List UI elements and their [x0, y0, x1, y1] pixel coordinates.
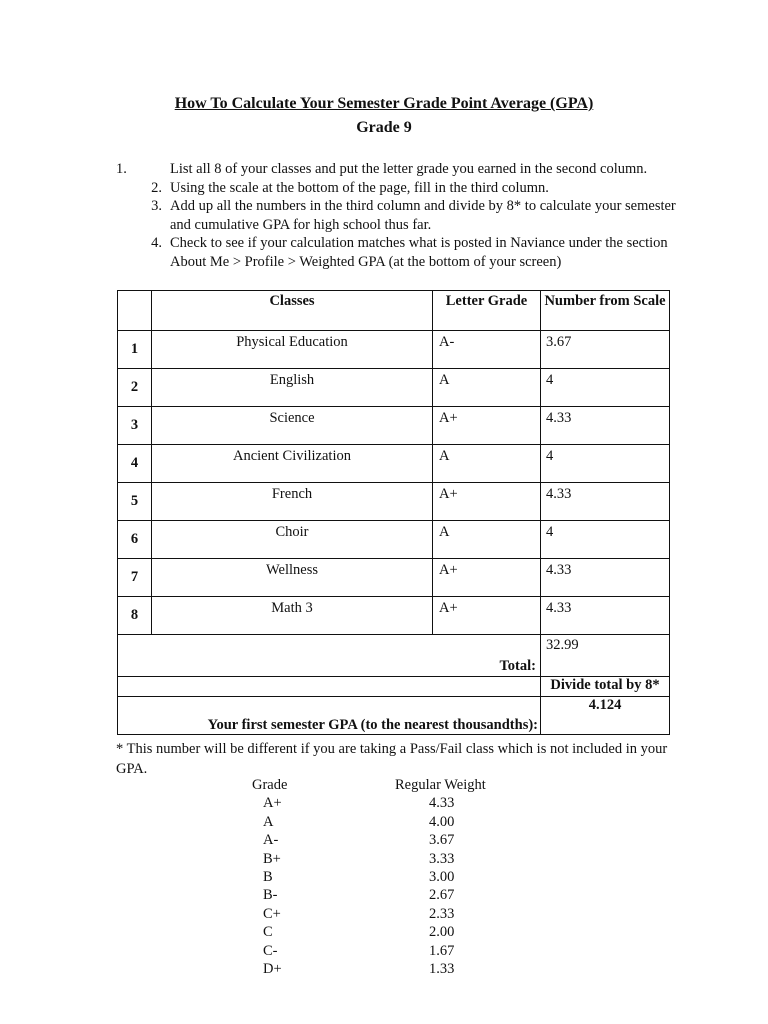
- instruction-item: [114, 197, 694, 234]
- class-name: Physical Education: [152, 331, 433, 369]
- table-row: [118, 521, 670, 559]
- scale-number: 4: [541, 445, 670, 483]
- total-label: Total:: [118, 635, 541, 677]
- letter-grade: A+: [433, 483, 541, 521]
- class-name: English: [152, 369, 433, 407]
- letter-grade: A+: [433, 407, 541, 445]
- scale-weight: 2.67: [429, 887, 455, 904]
- class-name: Choir: [152, 521, 433, 559]
- letter-grade: A-: [433, 331, 541, 369]
- row-number: 3: [118, 407, 152, 445]
- row-number: 1: [118, 331, 152, 369]
- scale-number: 4: [541, 521, 670, 559]
- table-row: [118, 597, 670, 635]
- header-classes: Classes: [152, 291, 433, 331]
- instruction-text: Add up all the numbers in the third column and divide by 8* to calculate your semester and cumulative GPA for high school thus far.: [170, 198, 676, 233]
- page-title: How To Calculate Your Semester Grade Point Average (GPA): [174, 95, 594, 112]
- instruction-text: Using the scale at the bottom of the page, fill in the third column.: [170, 179, 549, 196]
- gpa-label: Your first semester GPA (to the nearest thousandths):: [118, 697, 541, 735]
- instruction-number: 1.: [116, 161, 127, 177]
- scale-grade: B+: [263, 850, 281, 867]
- letter-grade: A+: [433, 597, 541, 635]
- page-subtitle: Grade 9: [356, 119, 412, 136]
- scale-weight: 1.33: [429, 961, 455, 978]
- scale-number: 4.33: [541, 407, 670, 445]
- table-row: [118, 483, 670, 521]
- table-row: [118, 369, 670, 407]
- gpa-table: [117, 290, 670, 735]
- scale-grade-header: Grade: [252, 777, 288, 793]
- table-row: [118, 559, 670, 597]
- scale-weight: 4.33: [429, 795, 455, 812]
- scale-grade: B-: [263, 887, 278, 904]
- instruction-number: 2.: [151, 179, 162, 196]
- instruction-text: Check to see if your calculation matches what is posted in Naviance under the section About Me > Profile > Weighted GPA (at the bottom of your screen): [170, 235, 668, 270]
- divide-label: Divide total by 8*: [541, 677, 670, 697]
- instructions-list: [114, 160, 694, 271]
- scale-number: 4.33: [541, 597, 670, 635]
- total-value: 32.99: [541, 635, 670, 677]
- gpa-row: [118, 697, 670, 735]
- gpa-value: 4.124: [541, 697, 670, 735]
- scale-weight: 2.33: [429, 905, 455, 922]
- row-number: 2: [118, 369, 152, 407]
- header-number-from-scale: Number from Scale: [541, 291, 670, 331]
- scale-number: 4.33: [541, 483, 670, 521]
- footnote: * This number will be different if you are taking a Pass/Fail class which is not included in your GPA.: [116, 741, 668, 777]
- scale-grade: C+: [263, 905, 281, 922]
- scale-grade: D+: [263, 961, 282, 978]
- class-name: Wellness: [152, 559, 433, 597]
- scale-weight-header: Regular Weight: [395, 777, 486, 793]
- table-row: [118, 331, 670, 369]
- scale-grade: C: [263, 924, 273, 941]
- row-number: 6: [118, 521, 152, 559]
- scale-number: 3.67: [541, 331, 670, 369]
- scale-grade: B: [263, 869, 273, 886]
- instruction-item: [114, 179, 694, 198]
- letter-grade: A: [433, 445, 541, 483]
- instruction-text: List all 8 of your classes and put the letter grade you earned in the second column.: [170, 161, 648, 177]
- header-letter-grade: Letter Grade: [433, 291, 541, 331]
- letter-grade: A: [433, 521, 541, 559]
- scale-number: 4.33: [541, 559, 670, 597]
- letter-grade: A: [433, 369, 541, 407]
- class-name: French: [152, 483, 433, 521]
- table-row: [118, 407, 670, 445]
- scale-grade: C-: [263, 942, 278, 959]
- table-header-row: [118, 291, 670, 331]
- scale-weight: 2.00: [429, 924, 455, 941]
- scale-weight: 1.67: [429, 942, 455, 959]
- class-name: Science: [152, 407, 433, 445]
- row-number: 5: [118, 483, 152, 521]
- class-name: Math 3: [152, 597, 433, 635]
- scale-number: 4: [541, 369, 670, 407]
- row-number: 4: [118, 445, 152, 483]
- table-row: [118, 445, 670, 483]
- scale-weight: 4.00: [429, 813, 455, 830]
- row-number: 7: [118, 559, 152, 597]
- instruction-number: 3.: [151, 198, 162, 214]
- scale-grade: A+: [263, 795, 282, 812]
- letter-grade: A+: [433, 559, 541, 597]
- divide-row: [118, 677, 670, 697]
- scale-weight: 3.00: [429, 869, 455, 886]
- class-name: Ancient Civilization: [152, 445, 433, 483]
- scale-grade: A: [263, 813, 274, 830]
- scale-weight: 3.33: [429, 850, 455, 867]
- scale-grade: A-: [263, 832, 279, 849]
- total-row: [118, 635, 670, 677]
- scale-weight: 3.67: [429, 832, 455, 849]
- instruction-item: [114, 160, 694, 179]
- instruction-item: [114, 234, 694, 271]
- instruction-number: 4.: [151, 235, 162, 251]
- scale-weight-column: [392, 776, 502, 978]
- scale-grade-column: [238, 776, 308, 978]
- row-number: 8: [118, 597, 152, 635]
